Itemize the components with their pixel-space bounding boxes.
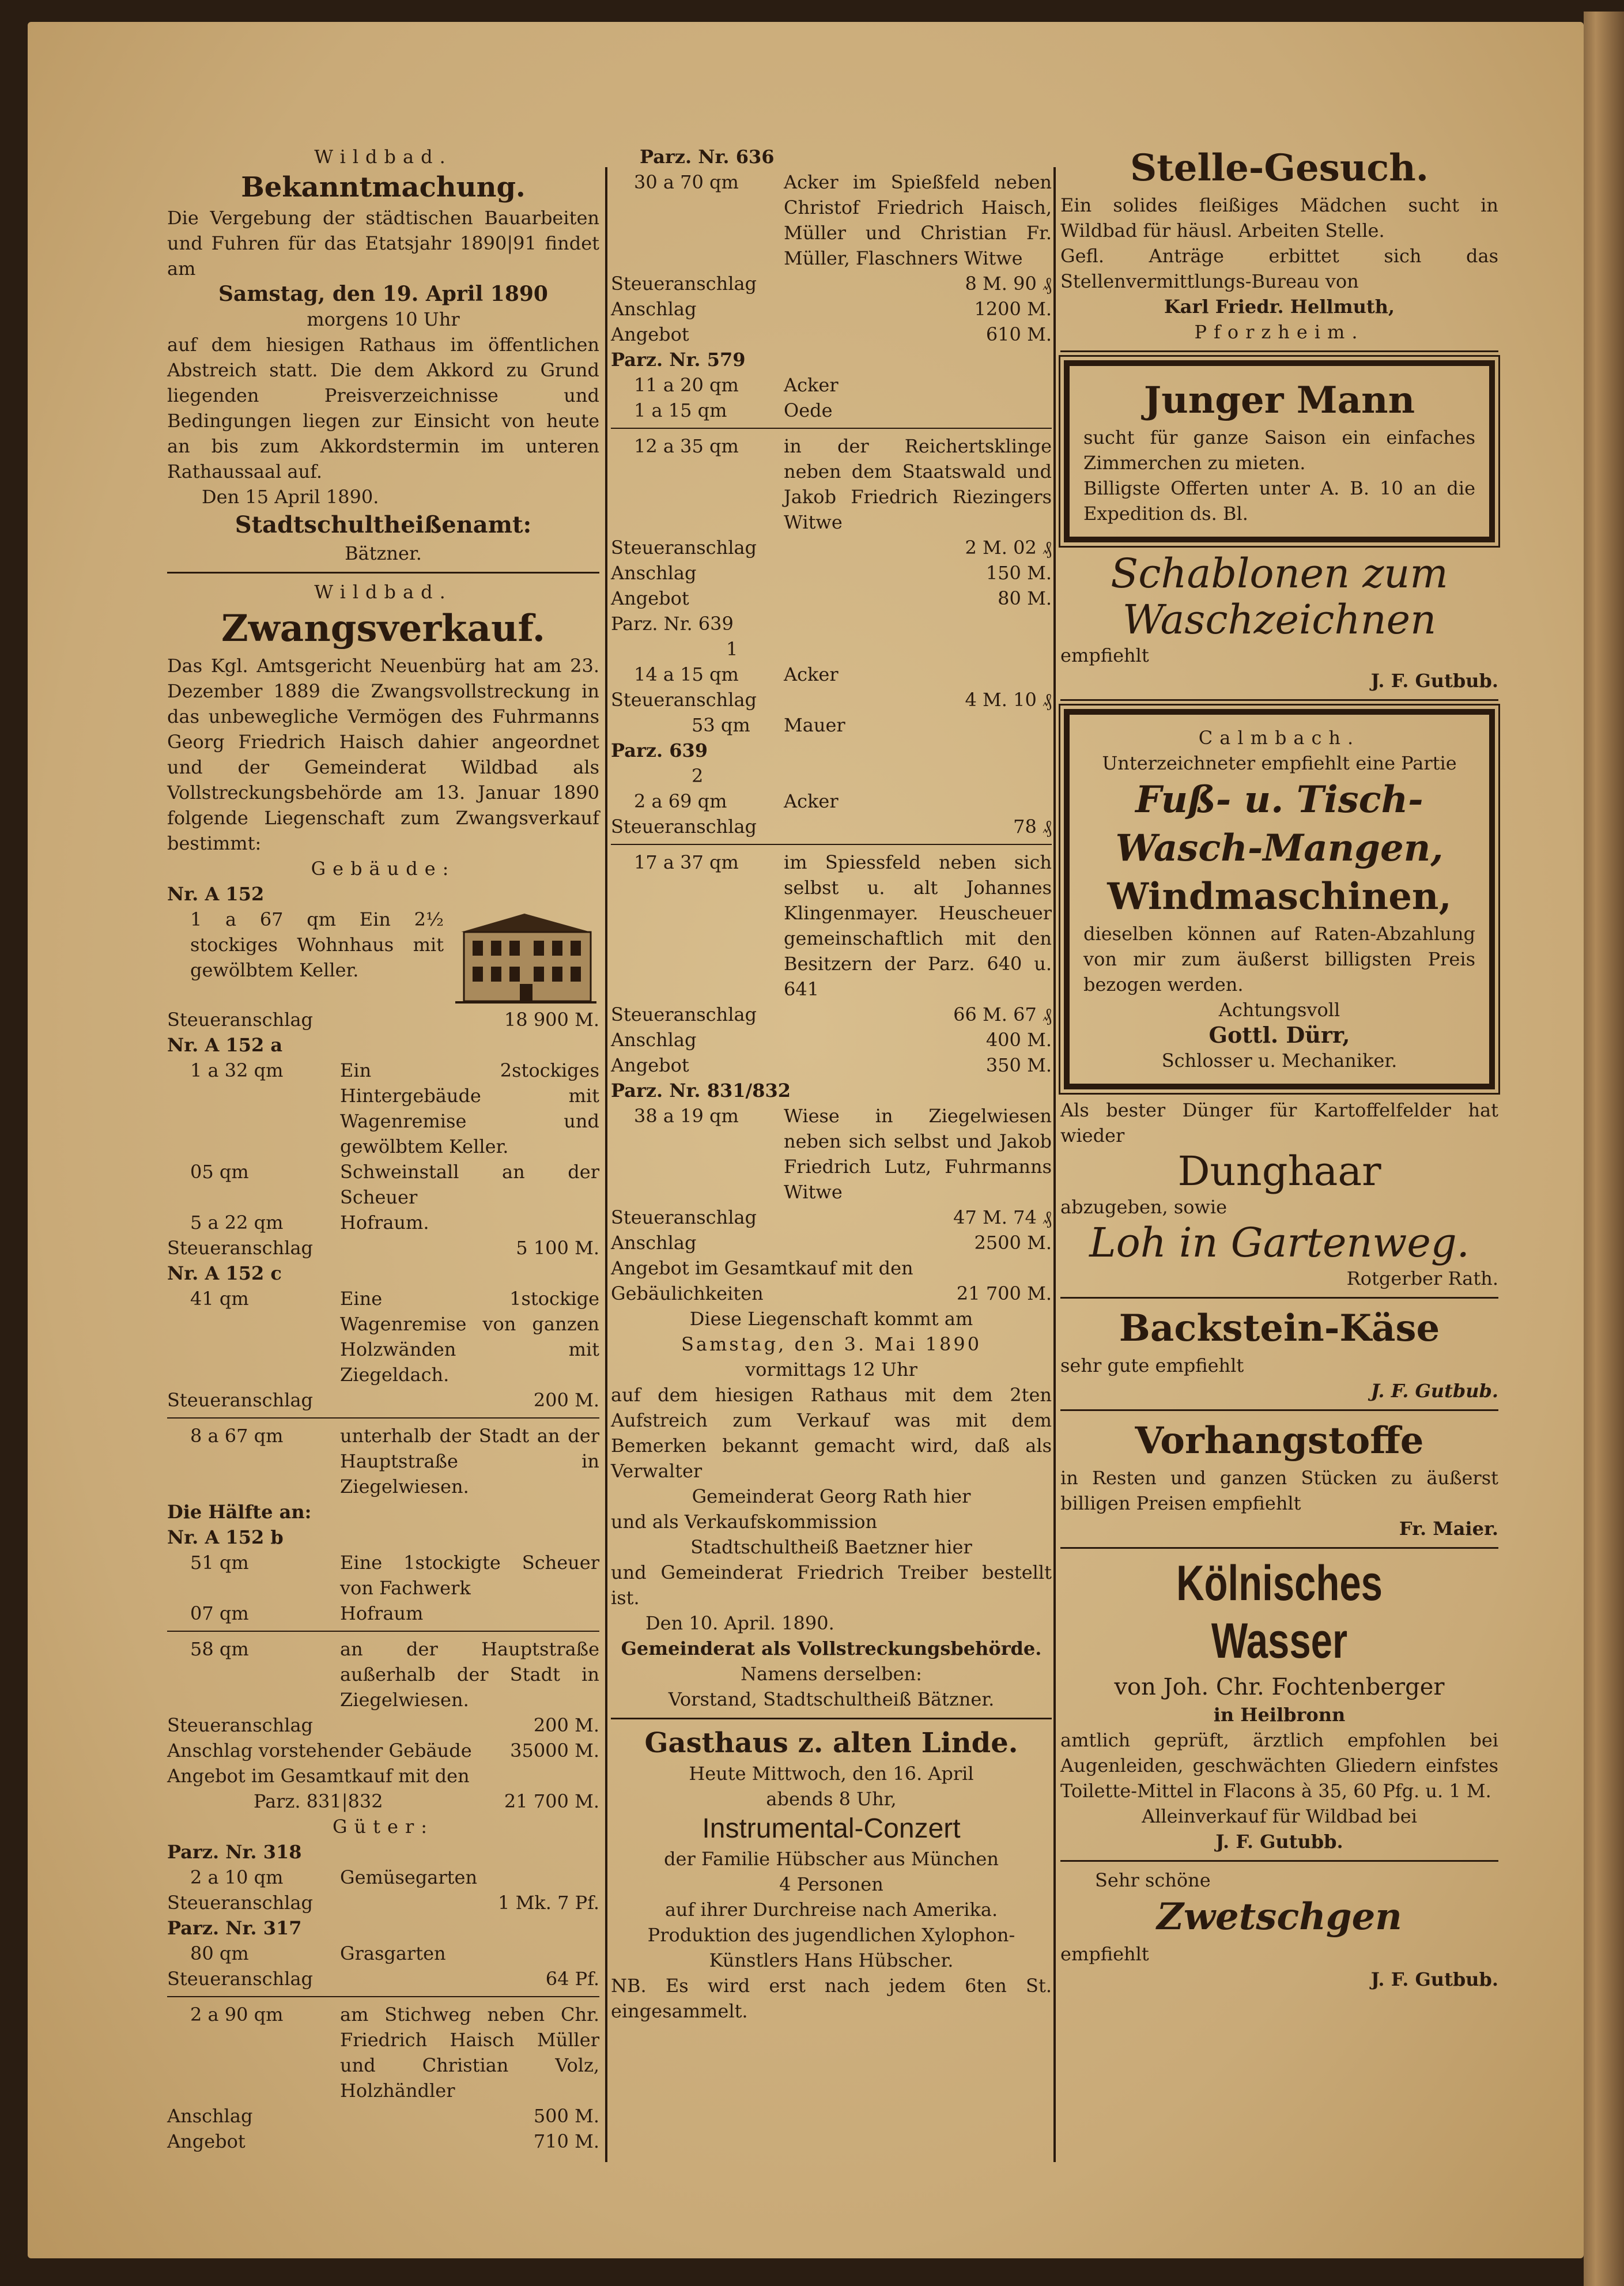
lot-area: 5 a 22 qm xyxy=(190,1212,284,1233)
lot-area: 30 a 70 qm xyxy=(634,171,739,193)
lot-description: Acker im Spießfeld neben Christof Friedrich Haisch, Müller und Christian Fr. Müller, Flaschners Witwe xyxy=(784,171,1052,269)
verwalter: Gemeinderat Georg Rath hier xyxy=(692,1485,971,1507)
bek-date: Samstag, den 19. April 1890 xyxy=(218,282,548,306)
parz-label: Parz. 831|832 xyxy=(254,1790,383,1812)
junger-mann-ad xyxy=(1064,360,1495,542)
lot-description: im Spiessfeld neben sich selbst u. alt Johannes Klingenmayer. Heuscheuer gemeinschaftlich mit den Besitzern der Parz. 640 u. 641 xyxy=(784,851,1052,1000)
liegen-text-2: auf dem hiesigen Rathaus mit dem 2ten Aufstreich zum Verkauf was mit dem Bemerken bekannt gemacht wird, daß als Verwalter xyxy=(611,1384,1052,1482)
calm-heading-2: Wasch-Mangen, xyxy=(1115,827,1444,870)
dated: Den 10. April. 1890. xyxy=(645,1612,834,1634)
haelfte-label: Die Hälfte an: xyxy=(167,1501,312,1523)
lot-area: 51 qm xyxy=(190,1552,249,1574)
calm-achtung: Achtungsvoll xyxy=(1218,999,1340,1021)
steuer-value: 66 M. 67 ₰ xyxy=(953,1004,1052,1025)
stelle-text-2: Gefl. Anträge erbittet sich das Stellenvermittlungs-Bureau von xyxy=(1060,245,1498,292)
schablonen-heading-1: Schablonen zum xyxy=(1111,550,1448,597)
steuer-label: Steueranschlag xyxy=(611,1004,757,1025)
dung-text-2: abzugeben, sowie xyxy=(1060,1196,1228,1218)
zwetschgen-heading: Zwetschgen xyxy=(1157,1895,1402,1938)
behoerde: Gemeinderat als Vollstreckungsbehörde. xyxy=(621,1638,1042,1659)
lot-area: 41 qm xyxy=(190,1288,249,1310)
bek-text: Die Vergebung der städtischen Bauarbeiten und Fuhren für das Etatsjahr 1890|91 findet am xyxy=(167,207,599,280)
divider xyxy=(1060,1547,1498,1549)
steuer-value: 18 900 M. xyxy=(504,1009,599,1031)
angebot-label: Angebot xyxy=(167,2130,246,2152)
backstein-heading: Backstein-Käse xyxy=(1119,1307,1440,1350)
steuer-label: Steueranschlag xyxy=(611,816,757,838)
lot-fraction: 2 xyxy=(692,765,704,787)
lot-description: unterhalb der Stadt an der Hauptstraße in Ziegelwiesen. xyxy=(340,1425,599,1497)
book-spine-edge xyxy=(1584,12,1624,2286)
lot-number: Nr. A 152 xyxy=(167,883,265,905)
steuer-label: Steueranschlag xyxy=(611,689,757,711)
stelle-text: Ein solides fleißiges Mädchen sucht in Wildbad für häusl. Arbeiten Stelle. xyxy=(1060,194,1498,242)
steuer-value: 47 M. 74 ₰ xyxy=(953,1206,1052,1228)
vorhang-text: in Resten und ganzen Stücken zu äußerst billigen Preisen empfiehlt xyxy=(1060,1467,1498,1514)
angebot-label: Angebot im Gesamtkauf mit den Gebäulichkeiten xyxy=(611,1257,913,1304)
divider xyxy=(1060,699,1498,701)
lot-area: 14 a 15 qm xyxy=(634,663,739,685)
vorhang-heading: Vorhangstoffe xyxy=(1135,1419,1424,1462)
lot-description: in der Reichertsklinge neben dem Staatswald und Jakob Friedrich Riezingers Witwe xyxy=(784,435,1052,533)
lot-description: an der Hauptstraße außerhalb der Stadt in Ziegelwiesen. xyxy=(340,1638,599,1711)
calm-text: Unterzeichneter empfiehlt eine Partie xyxy=(1102,752,1457,774)
steuer-value: 78 ₰ xyxy=(1013,816,1052,838)
gueter-heading: Güter: xyxy=(332,1816,435,1838)
divider xyxy=(611,1718,1052,1719)
gasthaus-heading: Gasthaus z. alten Linde. xyxy=(644,1727,1018,1759)
house-illustration xyxy=(450,909,599,1007)
kommission-2: und Gemeinderat Friedrich Treiber bestellt ist. xyxy=(611,1561,1052,1609)
calmbach-ad xyxy=(1064,709,1495,1089)
divider xyxy=(167,1996,599,1997)
koeln-von: von Joh. Chr. Fochtenberger xyxy=(1114,1674,1445,1700)
lot-number: Nr. A 152 c xyxy=(167,1262,282,1284)
lot-description: Acker xyxy=(784,663,839,685)
stelle-heading: Stelle-Gesuch. xyxy=(1130,146,1429,190)
lot-number: Parz. 639 xyxy=(611,740,708,761)
steuer-label: Steueranschlag xyxy=(167,1009,313,1031)
lot-area: 11 a 20 qm xyxy=(634,374,739,396)
lot-area: 80 qm xyxy=(190,1942,249,1964)
lot-description: Eine 1stockigte Scheuer von Fachwerk xyxy=(340,1552,599,1599)
angebot-label: Angebot xyxy=(611,323,689,345)
bek-office: Stadtschultheißenamt: xyxy=(235,511,532,538)
backstein-name: J. F. Gutbub. xyxy=(1370,1380,1498,1402)
lot-description: Grasgarten xyxy=(340,1942,446,1964)
liegen-text: Diese Liegenschaft kommt am xyxy=(689,1308,973,1330)
steuer-value: 200 M. xyxy=(533,1389,599,1411)
anschlag-label: Anschlag xyxy=(611,1029,697,1051)
divider xyxy=(1060,350,1498,352)
lot-number: Parz. Nr. 317 xyxy=(167,1917,302,1939)
lot-description: Acker xyxy=(784,790,839,812)
calm-beruf: Schlosser u. Mechaniker. xyxy=(1161,1050,1398,1072)
anschlag-value: 35000 M. xyxy=(510,1740,599,1761)
lot-description: Eine 1stockige Wagenremise von ganzen Holzwänden mit Ziegeldach. xyxy=(340,1288,599,1386)
steuer-value: 200 M. xyxy=(533,1714,599,1736)
calm-heading-1: Fuß- u. Tisch- xyxy=(1135,778,1423,821)
anschlag-value: 500 M. xyxy=(533,2105,599,2127)
lot-area: 05 qm xyxy=(190,1161,249,1183)
steuer-value: 8 M. 90 ₰ xyxy=(965,273,1052,295)
zwetschgen-pre: Sehr schöne xyxy=(1095,1869,1211,1891)
angebot-label: Angebot im Gesamtkauf mit den xyxy=(167,1765,470,1787)
angebot-value: 350 M. xyxy=(985,1054,1052,1076)
steuer-label: Steueranschlag xyxy=(611,537,757,559)
koeln-text: amtlich geprüft, ärztlich empfohlen bei Augenleiden, geschwächten Gliedern einfstes Toilette-Mittel in Flacons à 35, 60 Pfg. u. 1 M. xyxy=(1060,1729,1498,1802)
lot-description: 1 a 67 qm Ein 2½ stockiges Wohnhaus mit gewölbtem Keller. xyxy=(190,908,444,981)
nb-note: NB. Es wird erst nach jedem 6ten St. eingesammelt. xyxy=(611,1975,1052,2022)
liegen-date: Samstag, den 3. Mai 1890 xyxy=(681,1333,982,1355)
lot-area: 1 a 15 qm xyxy=(634,399,727,421)
calm-text-2: dieselben können auf Raten-Abzahlung von mir zum äußerst billigsten Preis bezogen werden. xyxy=(1083,923,1475,995)
lot-area: 38 a 19 qm xyxy=(634,1105,739,1127)
vorstand: Vorstand, Stadtschultheiß Bätzner. xyxy=(668,1688,995,1710)
lot-area: 58 qm xyxy=(190,1638,249,1660)
gasthaus-date: Heute Mittwoch, den 16. April xyxy=(689,1763,974,1785)
anschlag-label: Anschlag xyxy=(167,2105,253,2127)
divider xyxy=(167,1417,599,1419)
lot-number: Parz. Nr. 579 xyxy=(611,349,746,371)
divider xyxy=(611,844,1052,845)
dung-text: Als bester Dünger für Kartoffelfelder hat wieder xyxy=(1060,1099,1498,1146)
gebaeude-heading: Gebäude: xyxy=(311,858,456,880)
steuer-value: 1 Mk. 7 Pf. xyxy=(498,1892,599,1914)
koelnisch-heading: Kölnisches Wasser xyxy=(1176,1556,1383,1669)
koeln-name: J. F. Gutubb. xyxy=(1215,1831,1343,1853)
junger-text: sucht für ganze Saison ein einfaches Zimmerchen zu mieten. xyxy=(1083,427,1475,474)
anschlag-value: 2500 M. xyxy=(974,1232,1052,1254)
namens: Namens derselben: xyxy=(741,1663,922,1685)
dunghaar-heading: Dunghaar xyxy=(1177,1148,1381,1195)
lot-description: Wiese in Ziegelwiesen neben sich selbst und Jakob Friedrich Lutz, Fuhrmanns Witwe xyxy=(784,1105,1052,1203)
column-rule-2 xyxy=(1053,167,1056,2162)
stelle-name: Karl Friedr. Hellmuth, xyxy=(1164,296,1395,318)
angebot-value: 610 M. xyxy=(985,323,1052,345)
schablonen-name: J. F. Gutbub. xyxy=(1370,670,1498,692)
steuer-value: 5 100 M. xyxy=(516,1237,599,1259)
liegen-time: vormittags 12 Uhr xyxy=(745,1359,917,1380)
lot-description: Acker xyxy=(784,374,839,396)
lot-number: Parz. Nr. 831/832 xyxy=(611,1080,791,1101)
stelle-city: Pforzheim. xyxy=(1194,321,1365,343)
divider xyxy=(1060,1860,1498,1862)
bek-signature: Bätzner. xyxy=(345,542,422,564)
familie: der Familie Hübscher aus München xyxy=(664,1848,999,1870)
parz-value: 21 700 M. xyxy=(504,1790,599,1812)
schablonen-empf: empfiehlt xyxy=(1060,644,1149,666)
junger-heading: Junger Mann xyxy=(1143,379,1415,422)
lot-area: 8 a 67 qm xyxy=(190,1425,284,1447)
kommission-1: Stadtschultheiß Baetzner hier xyxy=(690,1536,972,1558)
divider xyxy=(611,428,1052,429)
lot-area: 17 a 37 qm xyxy=(634,851,739,873)
steuer-value: 64 Pf. xyxy=(545,1968,599,1990)
lot-description: Schweinstall an der Scheuer xyxy=(340,1161,599,1208)
lot-area: 2 a 90 qm xyxy=(190,2004,284,2025)
steuer-label: Steueranschlag xyxy=(167,1714,313,1736)
steuer-label: Steueranschlag xyxy=(167,1968,313,1990)
column-3 xyxy=(1060,144,1498,2182)
divider xyxy=(1060,1409,1498,1411)
lot-area: 12 a 35 qm xyxy=(634,435,739,457)
lot-description: Ein 2stockiges Hintergebäude mit Wagenremise und gewölbtem Keller. xyxy=(340,1059,599,1157)
produktion: Produktion des jugendlichen Xylophon-Künstlers Hans Hübscher. xyxy=(647,1924,1015,1971)
divider xyxy=(167,1631,599,1632)
angebot-value: 21 700 M. xyxy=(956,1282,1052,1304)
bekanntmachung-heading: Bekanntmachung. xyxy=(241,171,526,203)
loh-name: Rotgerber Rath. xyxy=(1346,1268,1498,1289)
koeln-allein: Alleinverkauf für Wildbad bei xyxy=(1142,1805,1417,1827)
divider xyxy=(1060,1297,1498,1299)
angebot-value: 80 M. xyxy=(998,587,1052,609)
angebot-value: 710 M. xyxy=(533,2130,599,2152)
lot-area: 1 a 32 qm xyxy=(190,1059,284,1081)
steuer-label: Steueranschlag xyxy=(167,1237,313,1259)
calmbach-dateline: Calmbach. xyxy=(1198,727,1361,749)
dateline: Wildbad. xyxy=(314,146,452,168)
lot-description: Oede xyxy=(784,399,833,421)
lot-description: Hofraum. xyxy=(340,1212,429,1233)
bek-dated: Den 15 April 1890. xyxy=(202,486,379,508)
backstein-text: sehr gute empfiehlt xyxy=(1060,1355,1244,1376)
kommission-text: und als Verkaufskommission xyxy=(611,1511,878,1533)
steuer-value: 2 M. 02 ₰ xyxy=(965,537,1052,559)
lot-description: am Stichweg neben Chr. Friedrich Haisch Müller und Christian Volz, Holzhändler xyxy=(340,2004,599,2102)
zwetschgen-empf: empfiehlt xyxy=(1060,1943,1149,1965)
junger-text-2: Billigste Offerten unter A. B. 10 an die Expedition ds. Bl. xyxy=(1083,477,1475,525)
anschlag-value: 400 M. xyxy=(985,1029,1052,1051)
lot-area: 2 a 69 qm xyxy=(634,790,727,812)
anschlag-label: Anschlag xyxy=(611,562,697,584)
steuer-value: 4 M. 10 ₰ xyxy=(965,689,1052,711)
bek-time: morgens 10 Uhr xyxy=(307,308,460,330)
loh-heading: Loh in Gartenweg. xyxy=(1089,1219,1470,1266)
anschlag-value: 150 M. xyxy=(985,562,1052,584)
lot-description: Mauer xyxy=(784,714,845,736)
lot-area: 53 qm xyxy=(692,714,750,736)
anschlag-label: Anschlag xyxy=(611,298,697,320)
durchreise: auf ihrer Durchreise nach Amerika. xyxy=(664,1899,998,1921)
zwang-text: Das Kgl. Amtsgericht Neuenbürg hat am 23. Dezember 1889 die Zwangsvollstreckung in das unbewegliche Vermögen des Fuhrmanns Georg Friedrich Haisch dahier angeordnet und der Gemeinderat Wildbad als Vollstreckungsbehörde am 13. Januar 1890 folgende Liegenschaft zum Zwangsverkauf bestimmt: xyxy=(167,655,599,854)
lot-description: Gemüsegarten xyxy=(340,1866,478,1888)
steuer-label: Steueranschlag xyxy=(611,1206,757,1228)
steuer-label: Steueranschlag xyxy=(611,273,757,295)
lot-number: Parz. Nr. 636 xyxy=(640,146,775,168)
divider xyxy=(167,572,599,574)
column-1 xyxy=(167,144,599,2182)
dateline: Wildbad. xyxy=(314,581,452,603)
zwetschgen-name: J. F. Gutbub. xyxy=(1370,1968,1498,1990)
vorhang-name: Fr. Maier. xyxy=(1399,1518,1498,1540)
anschlag-label: Anschlag vorstehender Gebäude xyxy=(167,1740,472,1761)
anschlag-label: Anschlag xyxy=(611,1232,697,1254)
calm-heading-3: Windmaschinen, xyxy=(1107,875,1452,918)
konzert-heading: Instrumental-Conzert xyxy=(702,1813,961,1844)
lot-area: 07 qm xyxy=(190,1602,249,1624)
personen: 4 Personen xyxy=(779,1873,883,1895)
lot-number: Parz. Nr. 639 xyxy=(611,613,734,635)
koeln-in: in Heilbronn xyxy=(1213,1704,1346,1726)
lot-number: Nr. A 152 a xyxy=(167,1034,283,1056)
lot-fraction: 1 xyxy=(726,638,738,660)
schablonen-heading-2: Waschzeichnen xyxy=(1122,596,1437,643)
column-2 xyxy=(611,144,1052,2182)
angebot-label: Angebot xyxy=(611,1054,689,1076)
anschlag-value: 1200 M. xyxy=(974,298,1052,320)
lot-description: Hofraum xyxy=(340,1602,424,1624)
gasthaus-time: abends 8 Uhr, xyxy=(766,1788,897,1810)
calm-name: Gottl. Dürr, xyxy=(1208,1022,1350,1048)
angebot-label: Angebot xyxy=(611,587,689,609)
steuer-label: Steueranschlag xyxy=(167,1892,313,1914)
lot-number: Nr. A 152 b xyxy=(167,1526,284,1548)
column-rule-1 xyxy=(605,167,607,2162)
lot-number: Parz. Nr. 318 xyxy=(167,1841,302,1863)
zwangsverkauf-heading: Zwangsverkauf. xyxy=(221,607,546,650)
steuer-label: Steueranschlag xyxy=(167,1389,313,1411)
bek-text-2: auf dem hiesigen Rathaus im öffentlichen Abstreich statt. Die dem Akkord zu Grund liegenden Preisverzeichnisse und Bedingungen liegen zur Einsicht von heute an bis zum Akkordstermin im unteren Rathaussaal auf. xyxy=(167,334,599,482)
lot-area: 2 a 10 qm xyxy=(190,1866,284,1888)
